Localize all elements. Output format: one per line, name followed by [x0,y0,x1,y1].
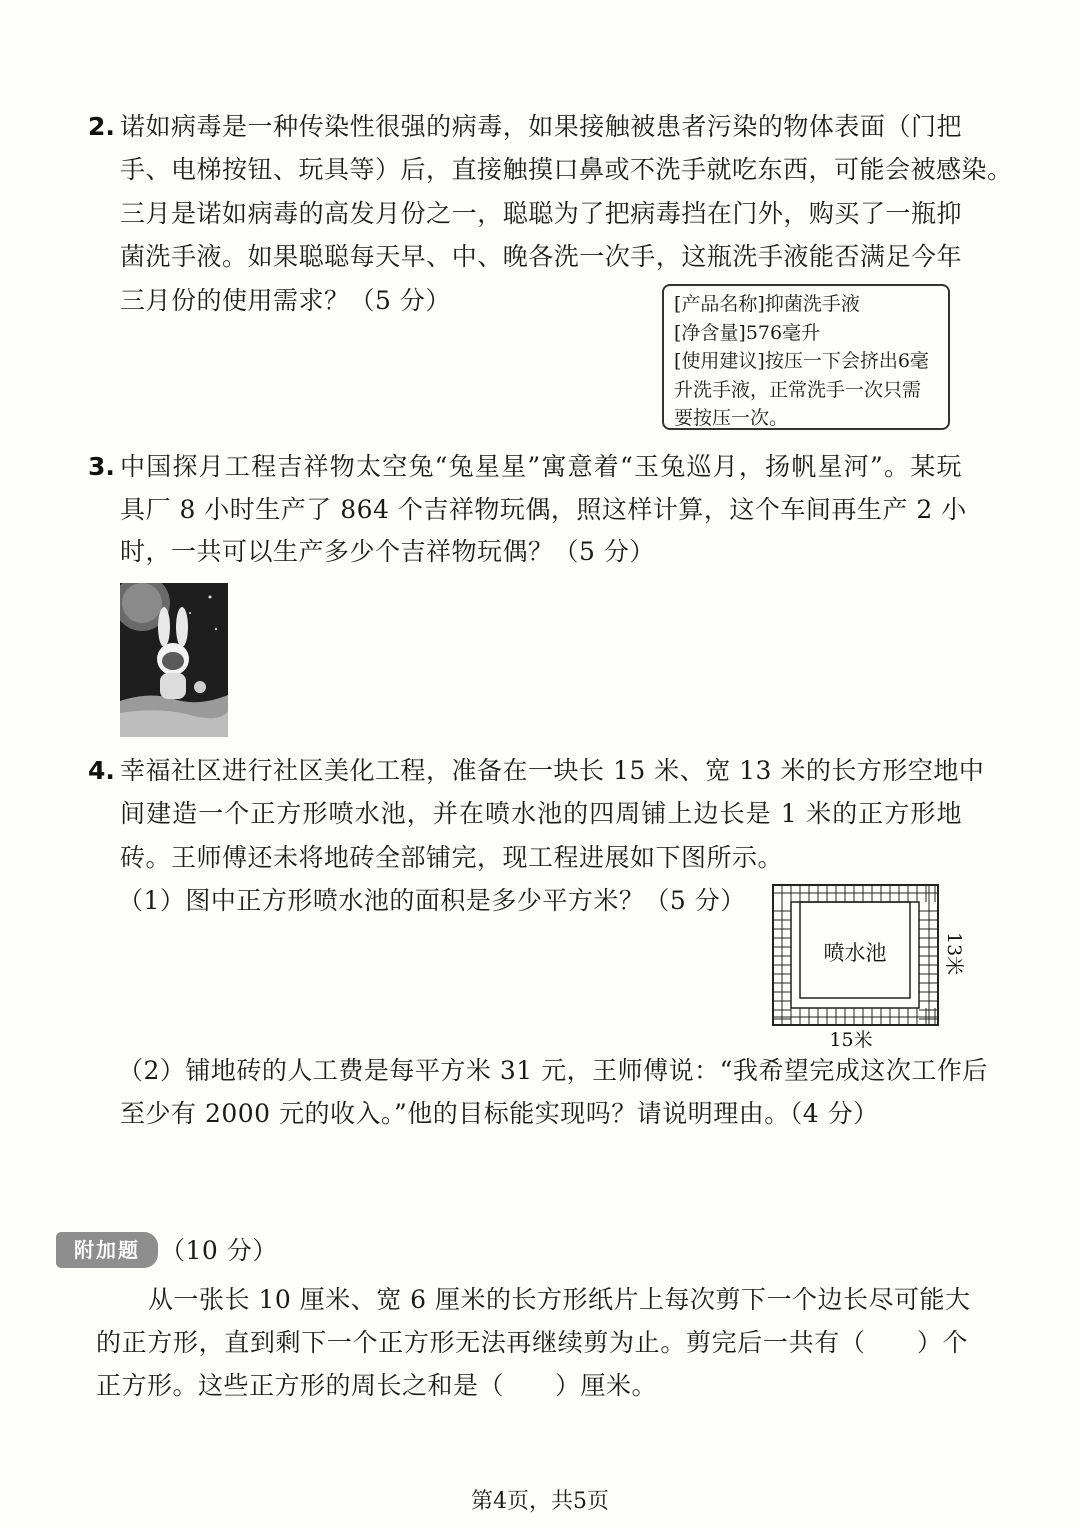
mascot-rabbit-image [120,583,228,737]
info-line: [使用建议]按压一下会挤出6毫 [674,350,929,372]
bonus-text-line: 的正方形，直到剩下一个正方形无法再继续剪为止。剪完后一共有（ ）个 [96,1328,968,1357]
question-text-line: 幸福社区进行社区美化工程，准备在一块长 15 米、宽 13 米的长方形空地中 [120,756,985,785]
info-line: 升洗手液，正常洗手一次只需 [674,378,922,401]
question-text-line: 间建造一个正方形喷水池，并在喷水池的四周铺上边长是 1 米的正方形地 [120,799,962,828]
info-line: 要按压一次。 [674,407,789,429]
question-text-line: 中国探月工程吉祥物太空兔“兔星星”寓意着“玉兔巡月，扬帆星河”。某玩 [120,452,962,481]
fountain-tile-diagram [765,880,975,1050]
product-info-box [662,284,950,430]
bonus-text-line: 从一张长 10 厘米、宽 6 厘米的长方形纸片上每次剪下一个边长尽可能大 [148,1285,971,1314]
pool-label: 喷水池 [823,941,887,965]
bonus-badge: 附加题 [56,1232,158,1268]
bonus-score: （10 分） [160,1236,278,1265]
question-number: 3. [88,452,115,481]
info-line: [产品名称]抑菌洗手液 [674,293,860,315]
question-text-line: 菌洗手液。如果聪聪每天早、中、晚各洗一次手，这瓶洗手液能否满足今年 [120,242,962,271]
sub-question-2-line: （2）铺地砖的人工费是每平方米 31 元，王师傅说：“我希望完成这次工作后 [118,1056,988,1085]
question-number: 2. [88,112,115,141]
length-label: 15米 [829,1029,873,1050]
width-label: 13米 [943,932,965,976]
info-line: [净含量]576毫升 [674,321,821,344]
question-text-line: 三月是诺如病毒的高发月份之一，聪聪为了把病毒挡在门外，购买了一瓶抑 [120,199,962,228]
question-text-line: 具厂 8 小时生产了 864 个吉祥物玩偶，照这样计算，这个车间再生产 2 小 [120,495,967,524]
question-text-line: 手、电梯按钮、玩具等）后，直接触摸口鼻或不洗手就吃东西，可能会被感染。 [120,155,1013,184]
question-number: 4. [88,756,115,785]
bonus-text-line: 正方形。这些正方形的周长之和是（ ）厘米。 [96,1371,658,1400]
sub-question-2-line: 至少有 2000 元的收入。”他的目标能实现吗？请说明理由。（4 分） [120,1099,879,1128]
sub-question-1: （1）图中正方形喷水池的面积是多少平方米？（5 分） [118,886,746,915]
question-text-line: 诺如病毒是一种传染性很强的病毒，如果接触被患者污染的物体表面（门把 [120,112,962,141]
question-text-line: 三月份的使用需求？（5 分） [120,286,451,315]
question-text-line: 时，一共可以生产多少个吉祥物玩偶？（5 分） [120,537,655,566]
page-footer: 第4页，共5页 [471,1489,609,1514]
mascot-photo [120,583,228,737]
question-text-line: 砖。王师傅还未将地砖全部铺完，现工程进展如下图所示。 [120,843,784,872]
